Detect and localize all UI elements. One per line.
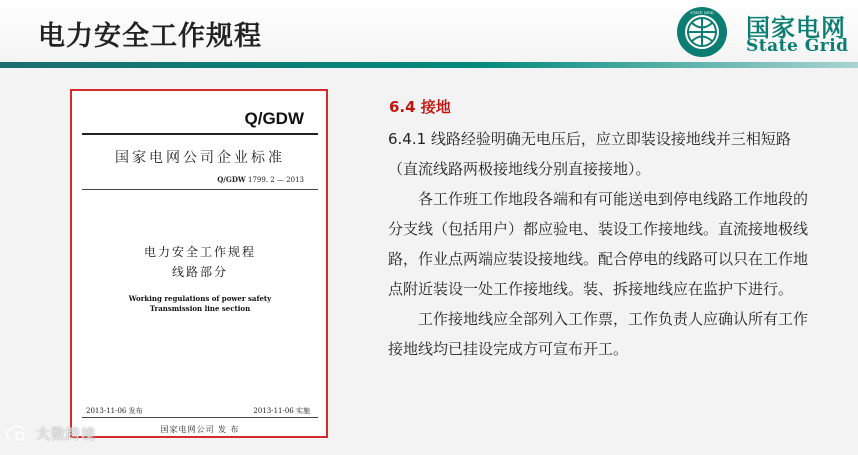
paragraph: 6.4.1 线路经验明确无电压后，应立即装设接地线并三相短路（直流线路两极接地线分别直接接地）。 bbox=[388, 130, 791, 178]
document-number-prefix: Q/GDW bbox=[217, 175, 246, 184]
section-heading: 6.4 接地 bbox=[389, 98, 451, 116]
document-subtitle-en: Transmission line section bbox=[149, 304, 251, 313]
logo-english-name: State Grid bbox=[746, 36, 849, 56]
document-organization: 国家电网公司企业标准 bbox=[115, 150, 285, 166]
cloud-camera-icon bbox=[6, 424, 32, 444]
svg-text:STATE GRID: STATE GRID bbox=[690, 10, 714, 15]
document-code: Q/GDW bbox=[244, 109, 304, 128]
document-title-en: Working regulations of power safety bbox=[128, 294, 272, 303]
paragraph: 工作接地线应全部列入工作票，工作负责人应确认所有工作接地线均已挂设完成方可宣布开工。 bbox=[388, 310, 809, 358]
header bbox=[0, 0, 858, 62]
document-subtitle-cn: 线路部分 bbox=[171, 265, 228, 279]
logo-chinese-name: 国家电网 bbox=[746, 14, 846, 42]
header-accent-bar bbox=[0, 62, 858, 68]
paragraph: 各工作班工作地段各端和有可能送电到停电线路工作地段的分支线（包括用户）都应验电、装设工作接地线。直流接地极线路，作业点两端应装设接地线。配合停电的线路可以只在工作地点附近装设一处工作接地线。装、拆接地线应在监护下进行。 bbox=[388, 190, 809, 298]
cover-divider bbox=[82, 189, 318, 190]
state-grid-logo-icon bbox=[676, 6, 728, 58]
section-body bbox=[388, 124, 818, 364]
document-number-rest: 1799. 2 — 2013 bbox=[248, 176, 304, 184]
page-title: 电力安全工作规程 bbox=[38, 21, 262, 52]
document-publisher: 国家电网公司 发 布 bbox=[160, 425, 240, 434]
document-cover-page bbox=[82, 91, 318, 436]
document-title-cn: 电力安全工作规程 bbox=[143, 245, 256, 259]
document-number bbox=[217, 175, 304, 184]
standard-document-cover bbox=[70, 89, 328, 438]
issue-date: 2013-11-06 发布 bbox=[86, 407, 143, 415]
cover-divider bbox=[82, 417, 318, 418]
effective-date: 2013-11-06 实施 bbox=[253, 407, 310, 415]
watermark-text: 大数跨境 bbox=[36, 427, 96, 443]
cover-divider bbox=[82, 133, 318, 135]
